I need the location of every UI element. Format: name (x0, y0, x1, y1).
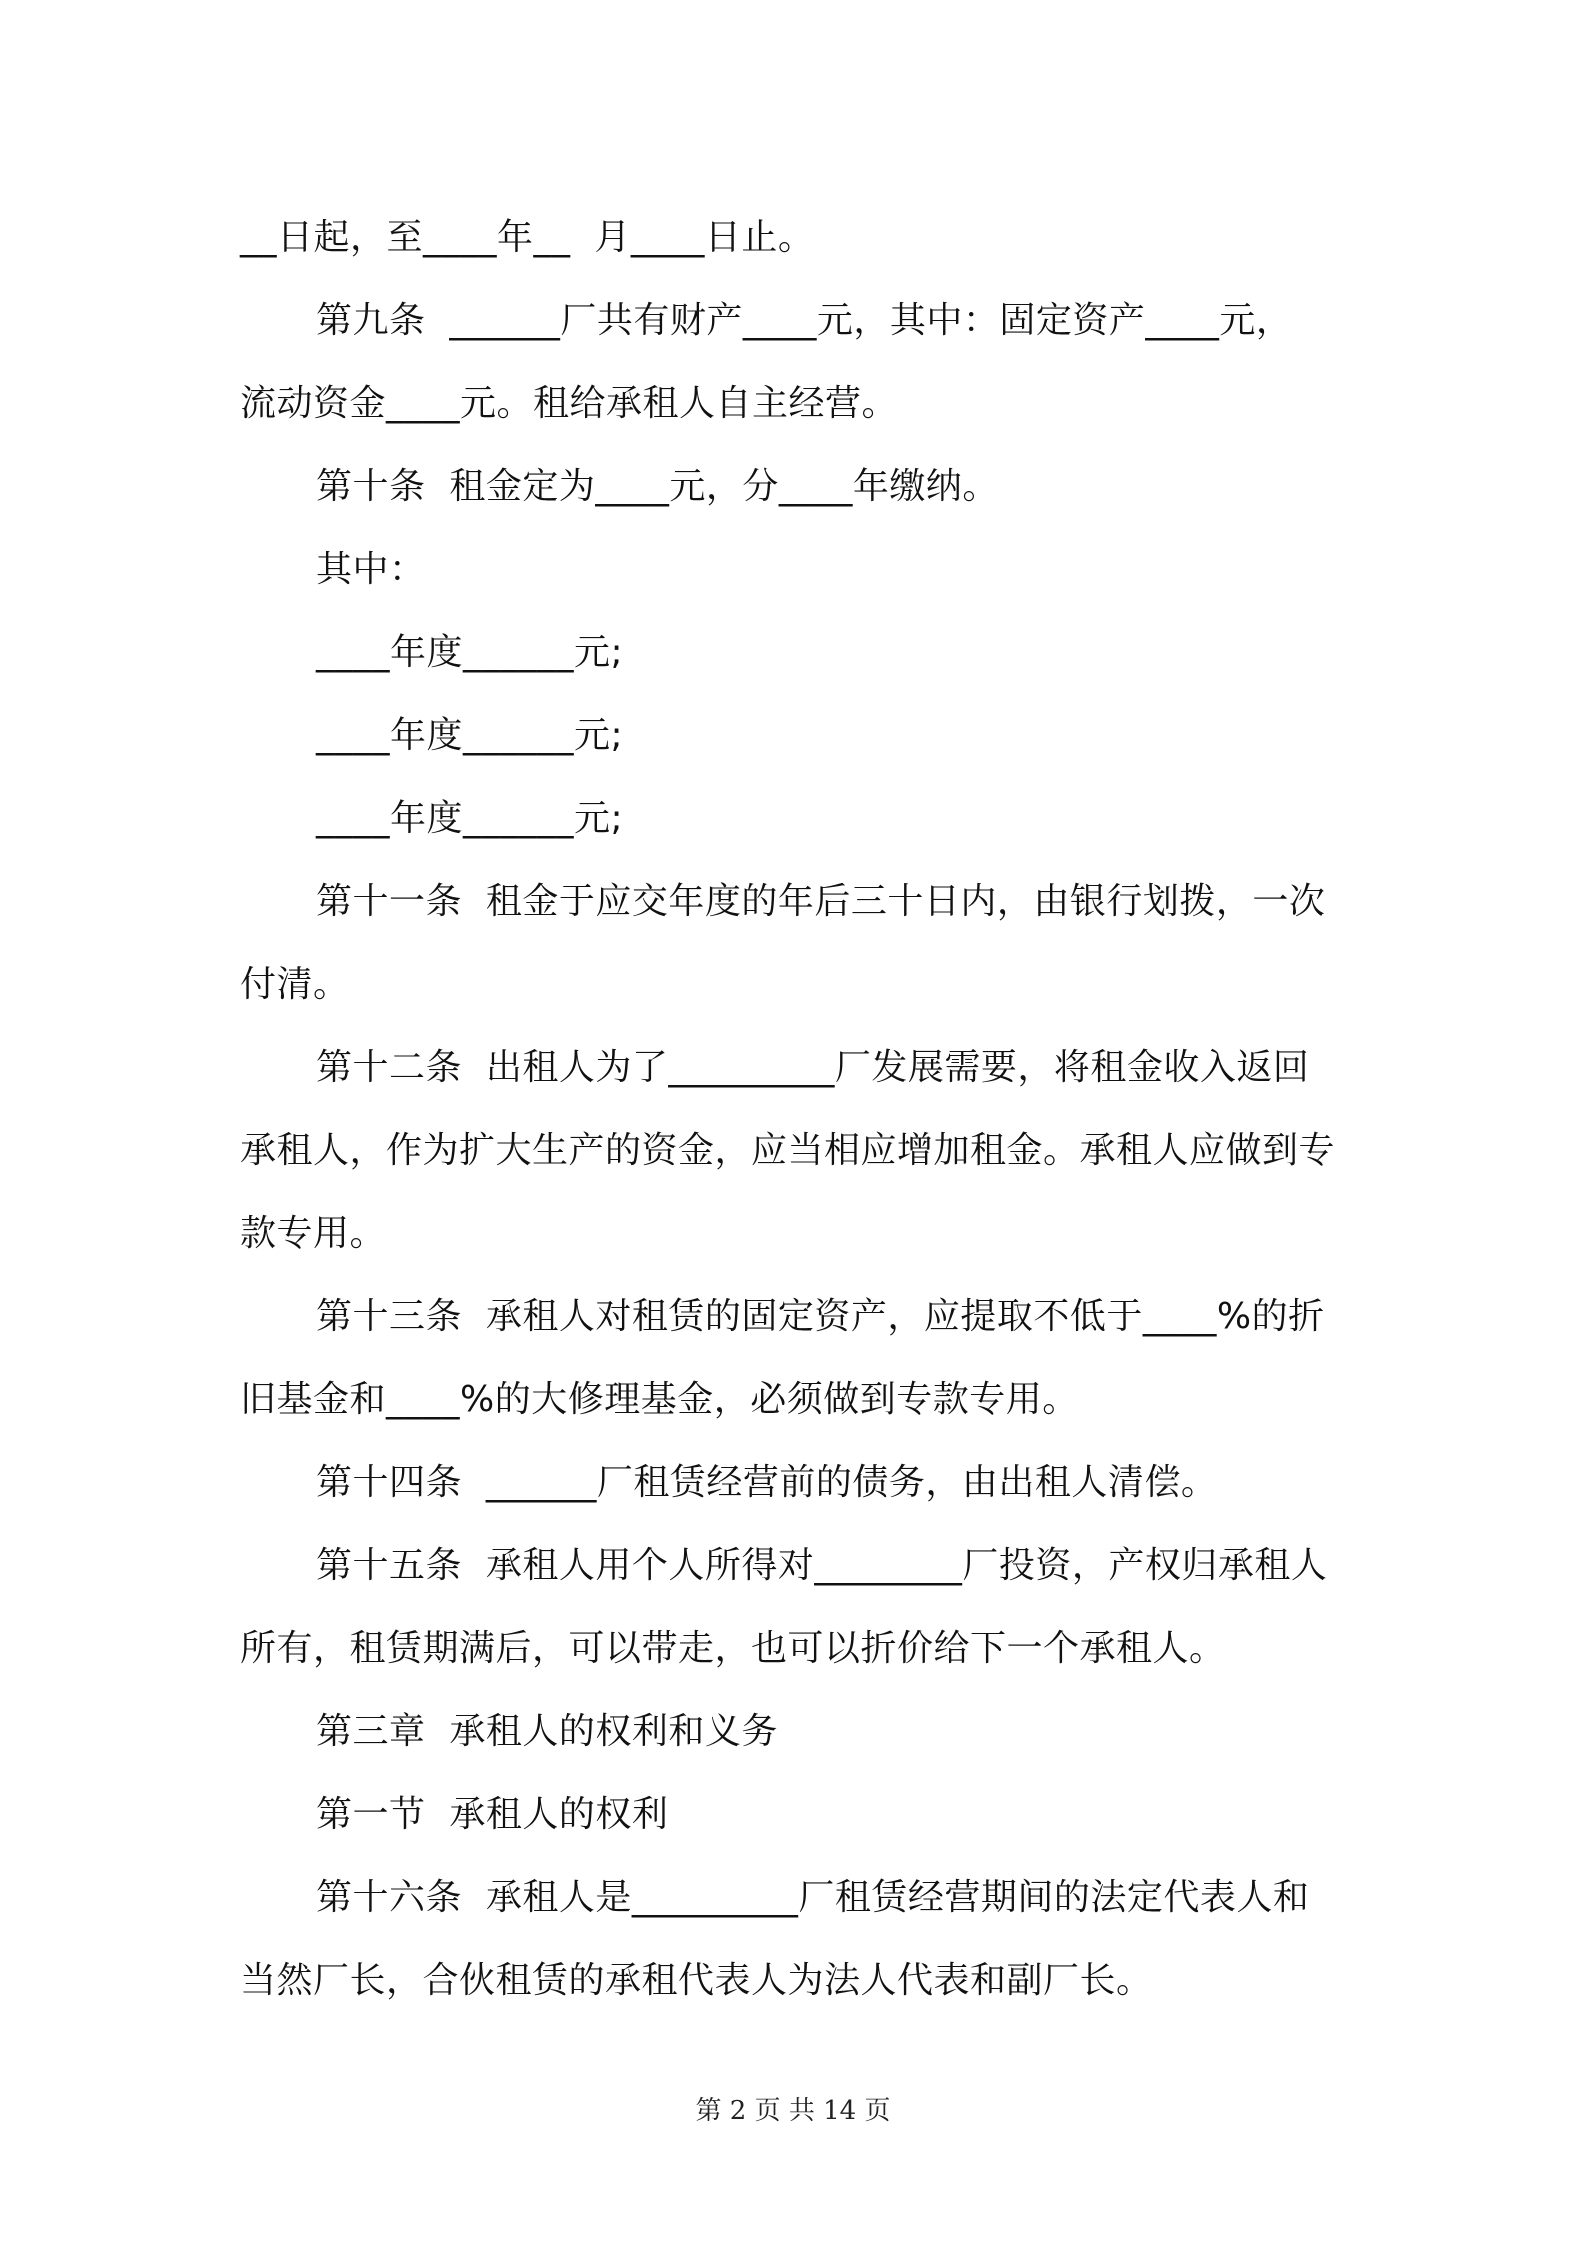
text-line: 所有，租赁期满后，可以带走，也可以折价给下一个承租人。 (240, 1628, 1226, 1669)
text-line: 旧基金和____%的大修理基金，必须做到专款专用。 (240, 1379, 1079, 1420)
text-line: 承租人，作为扩大生产的资金，应当相应增加租金。承租人应做到专 (240, 1130, 1336, 1171)
document-body (240, 196, 1350, 2022)
text-line: 流动资金____元。租给承租人自主经营。 (240, 383, 899, 424)
page-number-footer: 第 2 页 共 14 页 (695, 2096, 891, 2126)
article-15-line: 第十五条 承租人用个人所得对________厂投资，产权归承租人 (316, 1545, 1328, 1586)
article-10-line: 第十条 租金定为____元，分____年缴纳。 (316, 466, 999, 507)
article-16-line: 第十六条 承租人是_________厂租赁经营期间的法定代表人和 (316, 1877, 1310, 1918)
article-9-line: 第九条 ______厂共有财产____元，其中：固定资产____元， (316, 300, 1293, 341)
text-line: 款专用。 (240, 1213, 387, 1254)
annual-rent-line: ____年度______元; (316, 798, 624, 839)
text-line: 其中： (316, 549, 426, 590)
article-14-line: 第十四条 ______厂租赁经营前的债务，由出租人清偿。 (316, 1462, 1218, 1503)
annual-rent-line: ____年度______元; (316, 632, 624, 673)
annual-rent-line: ____年度______元; (316, 715, 624, 756)
text-line: __日起，至____年__ 月____日止。 (240, 217, 815, 258)
section-heading: 第一节 承租人的权利 (316, 1794, 669, 1835)
article-12-line: 第十二条 出租人为了_________厂发展需要，将租金收入返回 (316, 1047, 1310, 1088)
article-13-line: 第十三条 承租人对租赁的固定资产，应提取不低于____%的折 (316, 1296, 1325, 1337)
text-line: 当然厂长，合伙租赁的承租代表人为法人代表和副厂长。 (240, 1960, 1153, 2001)
article-11-line: 第十一条 租金于应交年度的年后三十日内，由银行划拨，一次 (316, 881, 1326, 922)
text-line: 付清。 (240, 964, 350, 1005)
chapter-heading: 第三章 承租人的权利和义务 (316, 1711, 778, 1752)
